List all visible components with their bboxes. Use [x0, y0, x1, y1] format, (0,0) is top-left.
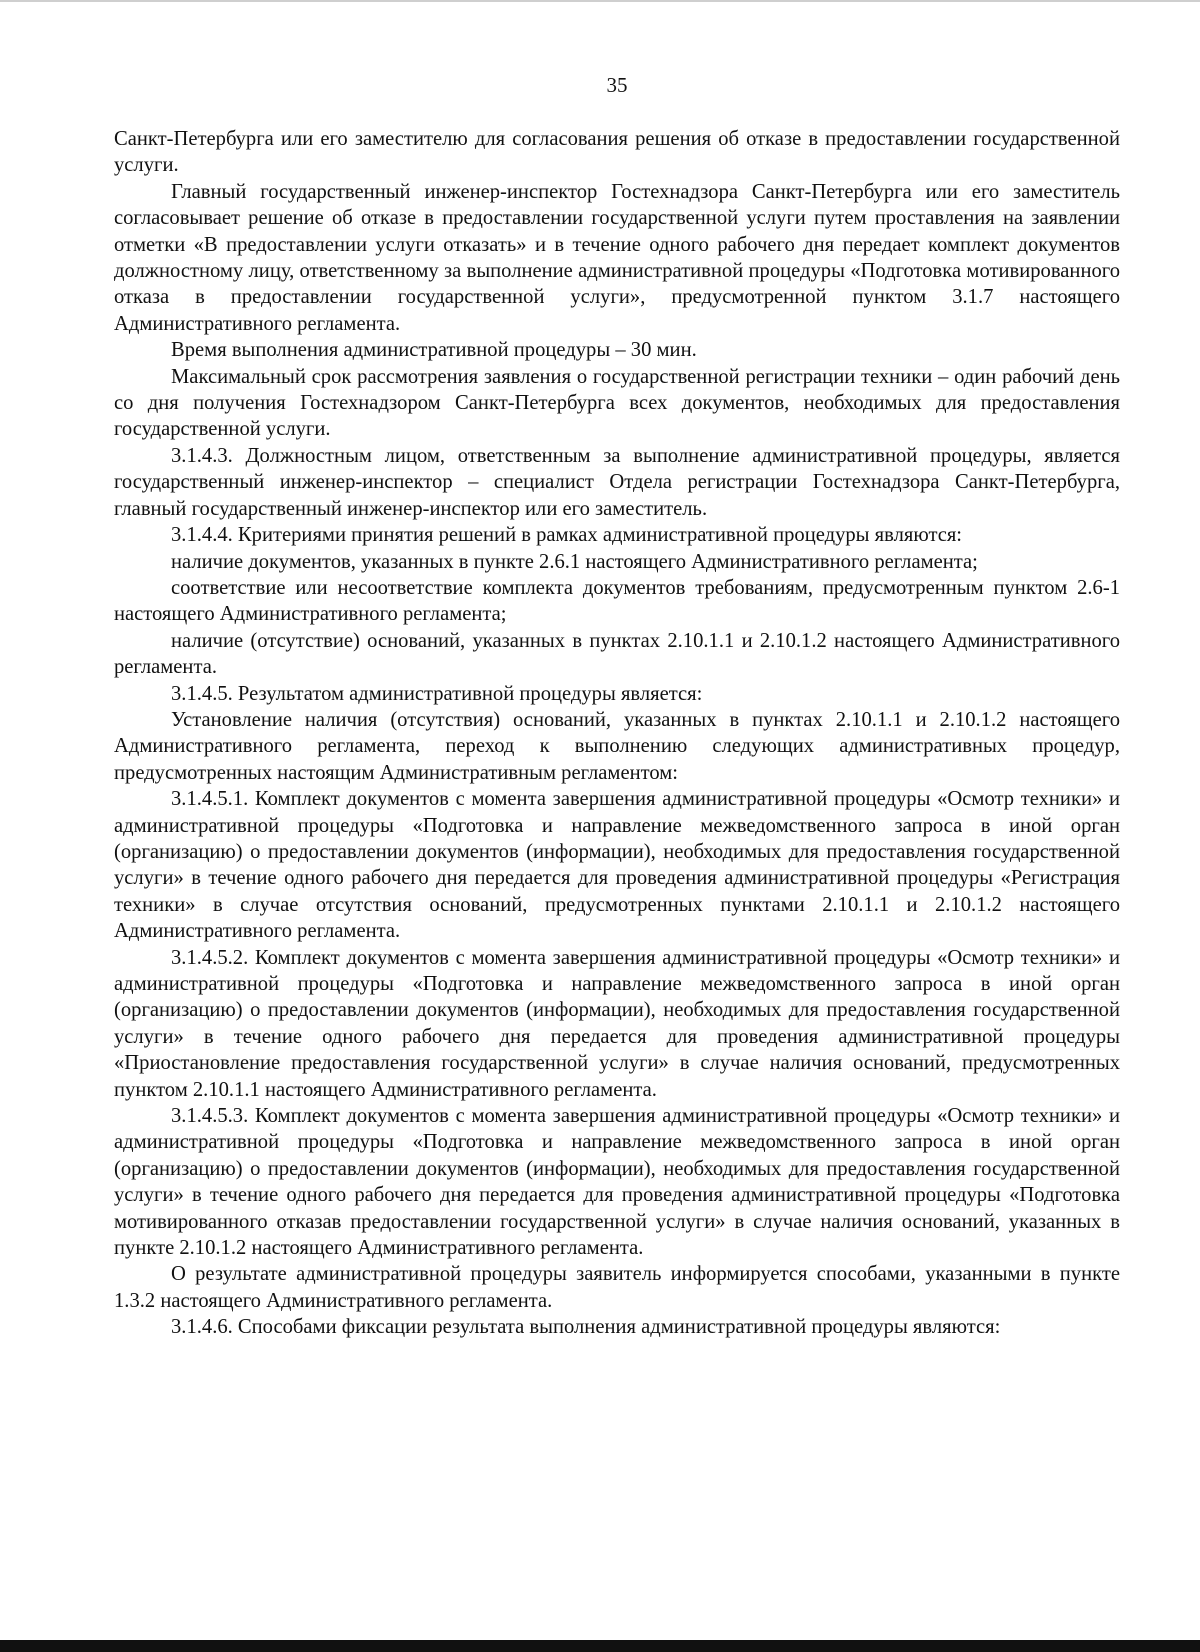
paragraph-3-1-4-4: 3.1.4.4. Критериями принятия решений в рамках административной процедуры являются: — [171, 524, 963, 547]
paragraph-execution-time: Время выполнения административной процедуры – 30 мин. — [171, 339, 697, 362]
scan-bottom-edge — [0, 1640, 1200, 1652]
paragraph-3-1-4-5: 3.1.4.5. Результатом административной процедуры является: — [171, 682, 703, 705]
page-number: 35 — [606, 73, 628, 97]
paragraph-3-1-4-5-3: 3.1.4.5.3. Комплект документов с момента завершения административной процедуры «Осмотр техники» и административной процедуры «Подготовка и направление межведомственного запроса в иной орган (организацию) о предоставлении документов (информации), необходимых для предоставления государственной услуги» в течение одного рабочего дня передается для проведения административной процедуры «Подготовка мотивированного отказав предоставлении государственной услуги» в случае наличия оснований, указанных в пункте 2.10.1.2 настоящего Административного регламента. — [114, 1105, 1120, 1260]
paragraph-criterion-grounds: наличие (отсутствие) оснований, указанных в пунктах 2.10.1.1 и 2.10.1.2 настоящего Административного регламента. — [114, 629, 1120, 679]
paragraph-continuation: Санкт-Петербурга или его заместителю для согласования решения об отказе в предоставлении государственной услуги. — [114, 128, 1120, 177]
paragraph-max-review-period: Максимальный срок рассмотрения заявления о государственной регистрации техники – один рабочий день со дня получения Гостехнадзором Санкт-Петербурга всех документов, необходимых для предоставления государственной услуги. — [114, 365, 1120, 441]
scan-top-edge — [0, 0, 1200, 2]
paragraph-criterion-documents: наличие документов, указанных в пункте 2.6.1 настоящего Административного регламента; — [171, 550, 978, 573]
paragraph-3-1-4-6: 3.1.4.6. Способами фиксации результата выполнения административной процедуры являются: — [171, 1316, 1001, 1339]
paragraph-establishing-grounds: Установление наличия (отсутствия) оснований, указанных в пунктах 2.10.1.1 и 2.10.1.2 настоящего Административного регламента, переход к выполнению следующих административных процедур, предусмотренных настоящим Административным регламентом: — [114, 708, 1120, 784]
paragraph-3-1-4-5-2: 3.1.4.5.2. Комплект документов с момента завершения административной процедуры «Осмотр техники» и административной процедуры «Подготовка и направление межведомственного запроса в иной орган (организацию) о предоставлении документов (информации), необходимых для предоставления государственной услуги» в течение одного рабочего дня передается для проведения административной процедуры «Приостановление предоставления государственной услуги» в случае наличия оснований, предусмотренных пунктом 2.10.1.1 настоящего Административного регламента. — [114, 946, 1120, 1101]
paragraph-criterion-compliance: соответствие или несоответствие комплекта документов требованиям, предусмотренным пунктом 2.6-1 настоящего Административного регламента; — [114, 576, 1120, 626]
document-body — [114, 126, 1120, 1341]
paragraph-chief-inspector-approval: Главный государственный инженер-инспектор Гостехнадзора Санкт-Петербурга или его заместитель согласовывает решение об отказе в предоставлении государственной услуги путем проставления на заявлении отметки «В предоставлении услуги отказать» и в течение одного рабочего дня передает комплект документов должностному лицу, ответственному за выполнение административной процедуры «Подготовка мотивированного отказа в предоставлении государственной услуги», предусмотренной пунктом 3.1.7 настоящего Административного регламента. — [114, 180, 1120, 335]
paragraph-applicant-informed: О результате административной процедуры заявитель информируется способами, указанными в пункте 1.3.2 настоящего Административного регламента. — [114, 1263, 1120, 1312]
paragraph-3-1-4-3: 3.1.4.3. Должностным лицом, ответственным за выполнение административной процедуры, является государственный инженер-инспектор – специалист Отдела регистрации Гостехнадзора Санкт-Петербурга, главный государственный инженер-инспектор или его заместитель. — [114, 444, 1120, 520]
paragraph-3-1-4-5-1: 3.1.4.5.1. Комплект документов с момента завершения административной процедуры «Осмотр техники» и административной процедуры «Подготовка и направление межведомственного запроса в иной орган (организацию) о предоставлении документов (информации), необходимых для предоставления государственной услуги» в течение одного рабочего дня передается для проведения административной процедуры «Регистрация техники» в случае отсутствия оснований, предусмотренных пунктами 2.10.1.1 и 2.10.1.2 настоящего Административного регламента. — [114, 788, 1120, 943]
